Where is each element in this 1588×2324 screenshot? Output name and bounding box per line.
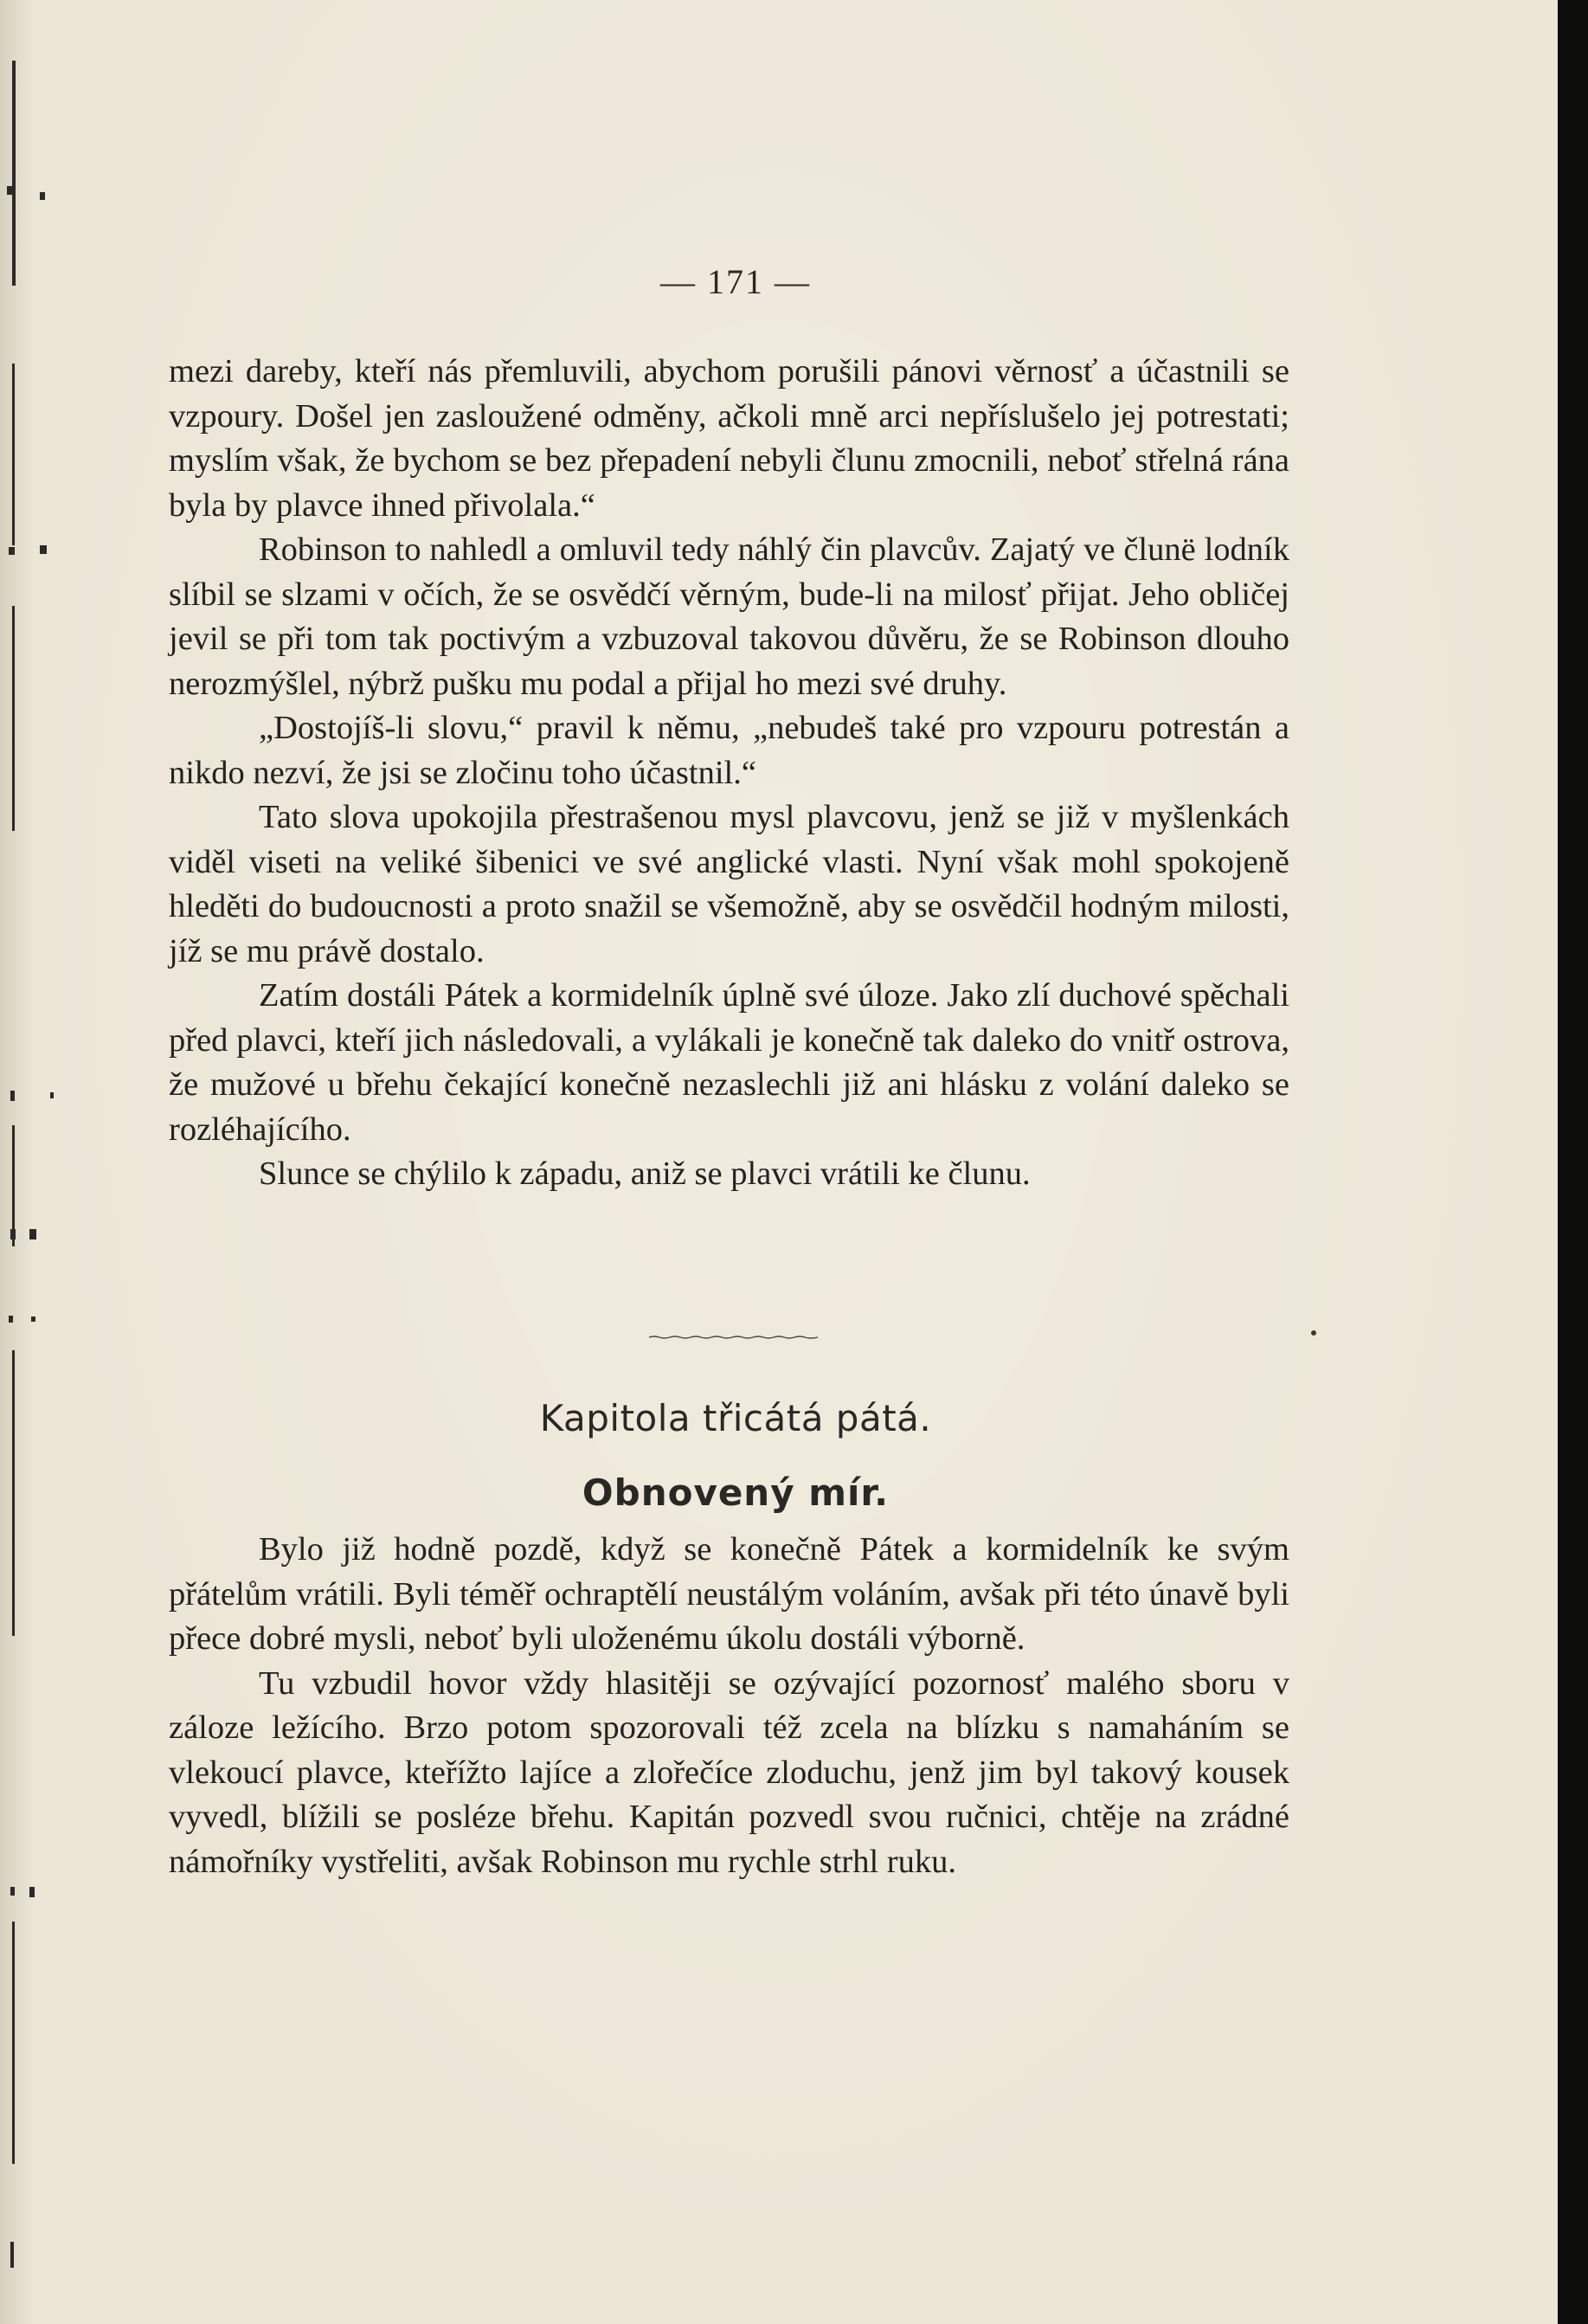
chapter-title: Kapitola třicátá pátá. <box>539 1397 932 1439</box>
paragraph: Bylo již hodně pozdě, když se konečně Pátek a kormidelník ke svým přátelům vrátili. Byli téměř ochraptělí neustálým voláním, avšak při této únavě byli přece dobré mysli, neboť byli uloženému úkolu dostáli výborně. <box>169 1531 1289 1657</box>
paragraph: Tu vzbudil hovor vždy hlasitěji se ozývající pozornosť malého sboru v záloze ležícího. Brzo potom spozorovali též zcela na blízku s namaháním se vlekoucí plavce, kteřížto lajíce a zlořečíce zloduchu, jenž jim byl takový kousek vyvedl, blížili se posléze břehu. Kapitán pozvedl svou ručnici, chtěje na zrádné námořníky vystřeliti, avšak Robinson mu rychle strhl ruku. <box>169 1664 1289 1880</box>
divider-dot <box>1311 1330 1316 1336</box>
paragraph: Tato slova upokojila přestrašenou mysl plavcovu, jenž se již v myšlenkách viděl viseti na veliké šibenici ve své anglické vlasti. Nyní však mohl spokojeně hleděti do budoucnosti a proto snažil se všemožně, aby se osvědčil hodným milosti, jíž se mu právě dostalo. <box>169 799 1289 969</box>
paragraph: „Dostojíš-li slovu,“ pravil k němu, „nebudeš také pro vzpouru potrestán a nikdo nezví, že jsi se zločinu toho účastnil.“ <box>169 710 1289 791</box>
paragraph: Robinson to nahledl a omluvil tedy náhlý čin plavcův. Zajatý ve člunë lodník slíbil se slzami v očích, že se osvědčí věrným, bude-li na milosť přijat. Jeho obličej jevil se při tom tak poctivým a vzbuzoval takovou důvěru, že se Robinson dlouho nerozmýšlel, nýbrž pušku mu podal a přijal ho mezi své druhy. <box>169 531 1289 702</box>
section-divider <box>649 1335 818 1340</box>
text-block-bottom <box>169 1528 1289 1884</box>
page-number: — 171 — <box>660 262 811 301</box>
paragraph: Zatím dostáli Pátek a kormidelník úplně své úloze. Jako zlí duchové spěchali před plavci, kteří jich následovali, a vylákali je konečně tak daleko do vnitř ostrova, že mužové u břehu čekající konečně nezaslechli již ani hlásku z volání daleko se rozléhajícího. <box>169 977 1289 1148</box>
paragraph: Slunce se chýlilo k západu, aniž se plavci vrátili ke člunu. <box>259 1156 1031 1192</box>
text-block-top <box>169 350 1289 1197</box>
binding-edge-marks <box>0 0 61 2324</box>
paragraph: mezi dareby, kteří nás přemluvili, abychom porušili pánovi věrnosť a účastnili se vzpoury. Došel jen zasloužené odměny, ačkoli mně arci nepříslušelo jej potrestati; myslím však, že bychom se bez přepadení nebyli člunu zmocnili, neboť střelná rána byla by plavce ihned přivolala.“ <box>169 353 1289 524</box>
chapter-subtitle: Obnovený mír. <box>582 1471 890 1514</box>
